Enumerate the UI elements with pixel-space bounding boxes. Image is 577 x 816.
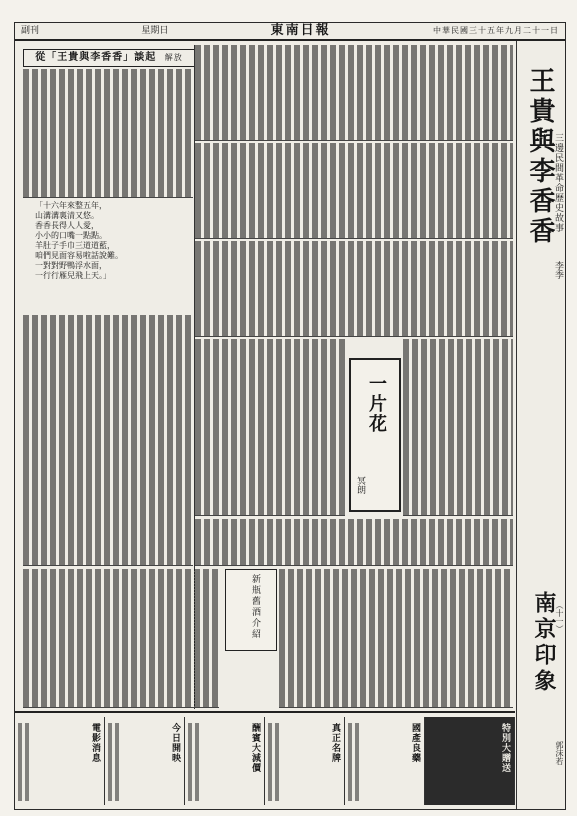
newspaper-page — [14, 22, 566, 810]
second-article-subtitle: （十一） — [555, 601, 564, 633]
body-text-block — [195, 143, 513, 239]
article-author: 李季 — [553, 261, 563, 279]
ad-fine-print — [188, 723, 202, 801]
advertisement — [345, 717, 425, 805]
second-article-author: 郭沫若 — [555, 741, 564, 765]
article-title: 王貴與李香香 — [525, 67, 555, 247]
feature-title: 一片花 — [366, 374, 387, 434]
advertisement-strip — [15, 711, 515, 810]
ad-fine-print — [268, 723, 282, 801]
weekday: 星期日 — [141, 26, 169, 36]
ad-fine-print — [348, 723, 362, 801]
advertisement — [105, 717, 185, 805]
poem-line: 香香長得人人愛， — [35, 221, 99, 230]
left-article-title: 從「王貴與李香香」談起 — [35, 52, 157, 63]
column-box — [225, 569, 277, 651]
left-body-text — [23, 315, 193, 566]
body-text-block — [195, 339, 345, 516]
poem-line: 一對對野鴨浮水面， — [35, 261, 107, 270]
body-text-block — [195, 45, 513, 141]
body-text-block — [195, 519, 513, 566]
poem-line: 羊肚子手巾三道道藍， — [35, 241, 115, 250]
right-title-column — [516, 41, 565, 809]
column-box-title: 新瓶舊酒介紹 — [250, 574, 260, 640]
article-subtitle: 三邊民間革命歷史故事 — [553, 133, 563, 233]
body-text-block — [403, 339, 513, 516]
left-article-header — [23, 49, 195, 67]
page-label: 副刊 — [21, 26, 40, 36]
poem-excerpt — [35, 201, 155, 311]
ad-label: 電影消息 — [90, 723, 100, 763]
issue-date: 中華民國三十五年九月二十一日 — [432, 26, 559, 35]
ad-label: 特別大贈送 — [500, 723, 510, 773]
poem-line: 咱們見面容易啦話說難。 — [35, 251, 123, 260]
ad-label: 酬賓大減價 — [250, 723, 260, 773]
ad-label: 真正名牌 — [330, 723, 340, 763]
ad-fine-print — [108, 723, 122, 801]
poem-line: 「十六年來整五年， — [35, 201, 107, 210]
advertisement — [185, 717, 265, 805]
feature-author: 冥朗 — [355, 476, 365, 494]
ad-fine-print — [18, 723, 32, 801]
advertisement — [425, 717, 515, 805]
poem-line: 小小的口嘴一點點。 — [35, 231, 107, 240]
advertisement — [265, 717, 345, 805]
poem-line: 山溝溝裏清又悠。 — [35, 211, 99, 220]
left-lower-text — [23, 569, 219, 708]
left-article-tag: 解放 — [164, 53, 183, 62]
body-text-block — [279, 569, 513, 708]
left-body-text — [23, 69, 193, 198]
page-header — [15, 23, 565, 41]
masthead: 東南日報 — [270, 23, 331, 38]
body-text-block — [195, 241, 513, 337]
ad-label: 國產良藥 — [410, 723, 420, 763]
poem-line: 一行行雁兒飛上天。」 — [35, 271, 111, 280]
advertisement — [15, 717, 105, 805]
ad-label: 今日開映 — [170, 723, 180, 763]
second-article-title: 南京印象 — [531, 591, 557, 695]
center-feature-box — [349, 358, 401, 512]
